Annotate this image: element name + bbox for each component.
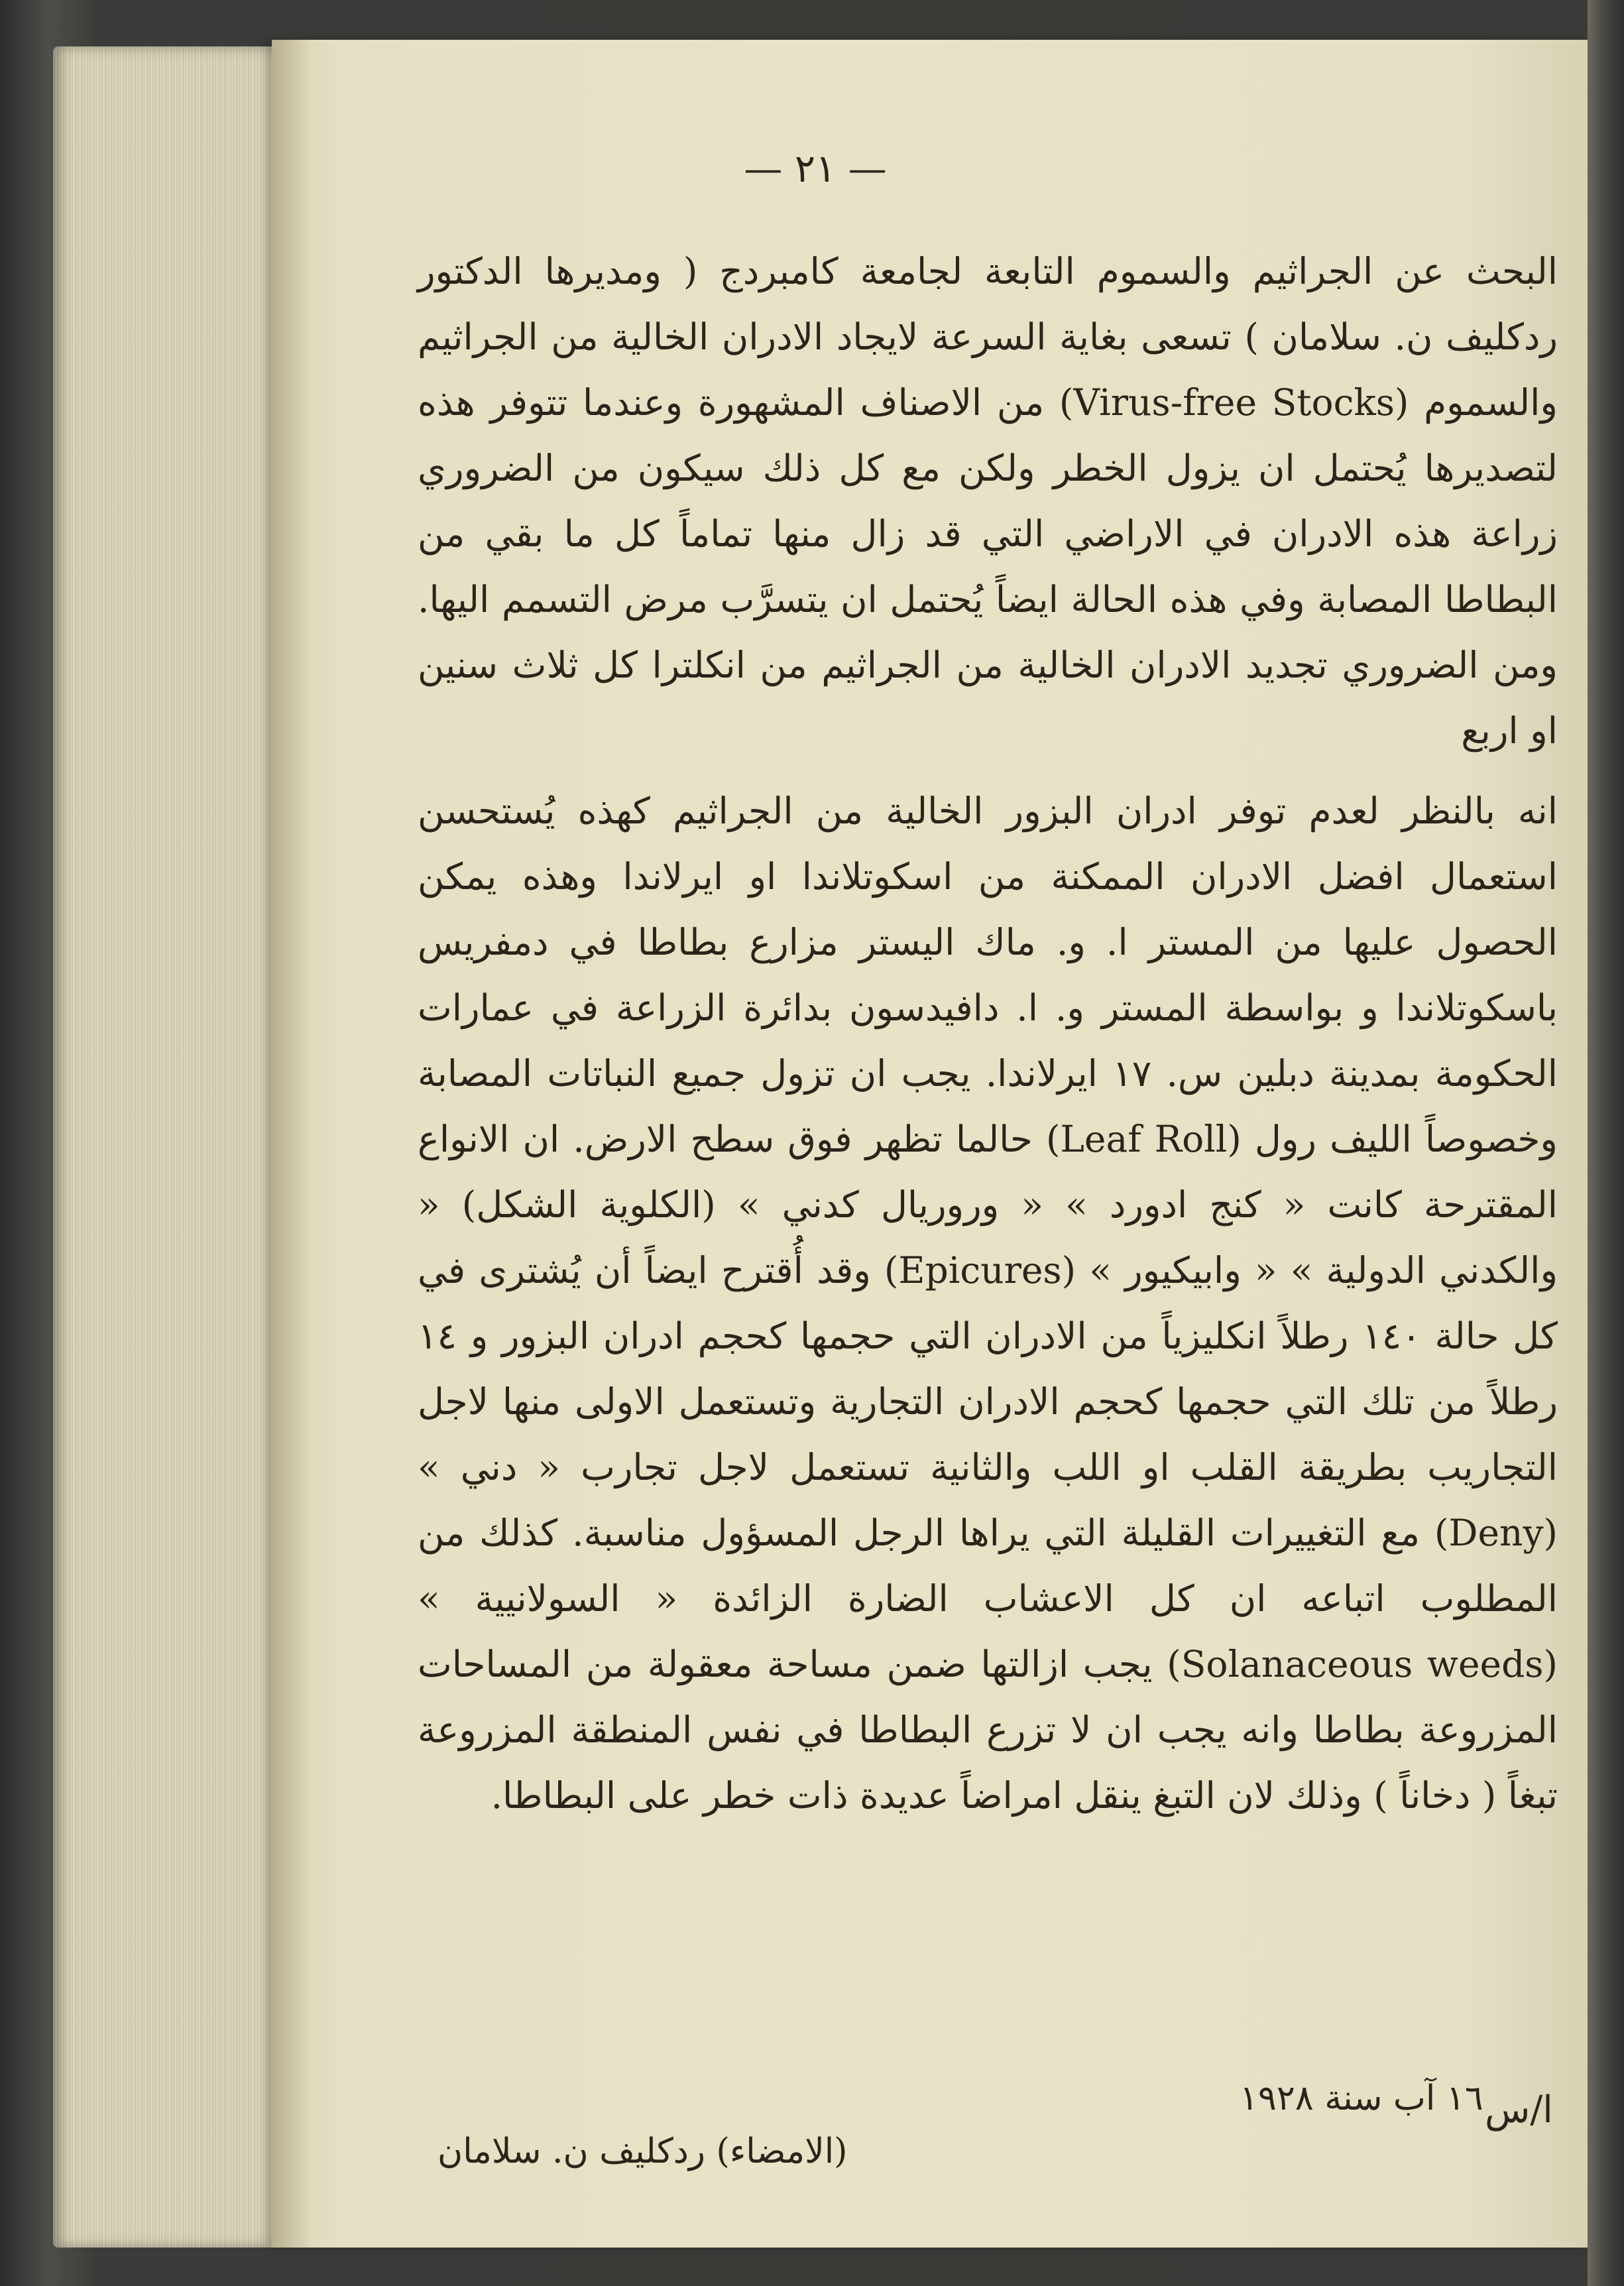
paragraph-1: البحث عن الجراثيم والسموم التابعة لجامعة كامبردج ( ومديرها الدكتور ردكليف ن. سلامان ) تسعى بغاية السرعة لايجاد الادران الخالية من الجراثيم والسموم (Virus-free Stocks) من الاصناف المشهورة وعندما تتوفر هذه لتصديرها يُحتمل ان يزول الخطر ولكن مع كل ذلك سيكون من الضروري زراعة هذه الادران في الاراضي التي قد زال منها تماماً كل ما بقي من البطاطا المصابة وفي هذه الحالة ايضاً يُحتمل ان يتسرَّب مرض التسمم اليها. ومن الضروري تجديد الادران الخالية من الجراثيم من انكلترا كل ثلاث سنين او اربع (418, 250, 1558, 752)
signature-marker: ا/س (1485, 2088, 1553, 2132)
page-edges (53, 46, 278, 2248)
book-cover-edge (1588, 0, 1624, 2286)
footer-date: ١٦ آب سنة ١٩٢٨ (1240, 2078, 1483, 2118)
body-text (418, 239, 1558, 1829)
page-number: — ٢١ — (744, 146, 887, 191)
footer-signature: (الامضاء) ردكليف ن. سلامان (437, 2132, 848, 2171)
gutter-shadow (272, 40, 312, 2248)
paragraph-2: انه بالنظر لعدم توفر ادران البزور الخالية من الجراثيم كهذه يُستحسن استعمال افضل الادران الممكنة من اسكوتلاندا او ايرلاندا وهذه يمكن الحصول عليها من المستر ا. و. ماك اليستر مزارع بطاطا في دمفريس باسكوتلاندا و بواسطة المستر و. ا. دافيدسون بدائرة الزراعة في عمارات الحكومة بمدينة دبلين س. ١٧ ايرلاندا. يجب ان تزول جميع النباتات المصابة وخصوصاً الليف رول (Leaf Roll) حالما تظهر فوق سطح الارض. ان الانواع المقترحة كانت « كنج ادورد » « وروريال كدني » (الكلوية الشكل) « والكدني الدولية » « وابيكيور » (Epicures) وقد أُقترح ايضاً أن يُشترى في كل حالة ١٤٠ رطلاً انكليزياً من الادران التي حجمها كحجم ادران البزور و ١٤ رطلاً من تلك التي حجمها كحجم الادران التجارية وتستعمل الاولى منها لاجل التجاريب بطريقة القلب او اللب والثانية تستعمل لاجل تجارب « دني » (Deny) مع التغييرات القليلة التي يراها الرجل المسؤول مناسبة. كذلك من المطلوب اتباعه ان كل الاعشاب الضارة الزائدة « السولانيية » (Solanaceous weeds) يجب ازالتها ضمن مساحة معقولة من المساحات المزروعة بطاطا وانه يجب ان لا تزرع البطاطا في نفس المنطقة المزروعة تبغاً ( دخاناً ) وذلك لان التبغ ينقل امراضاً عديدة ذات خطر على البطاطا. (418, 790, 1558, 1817)
